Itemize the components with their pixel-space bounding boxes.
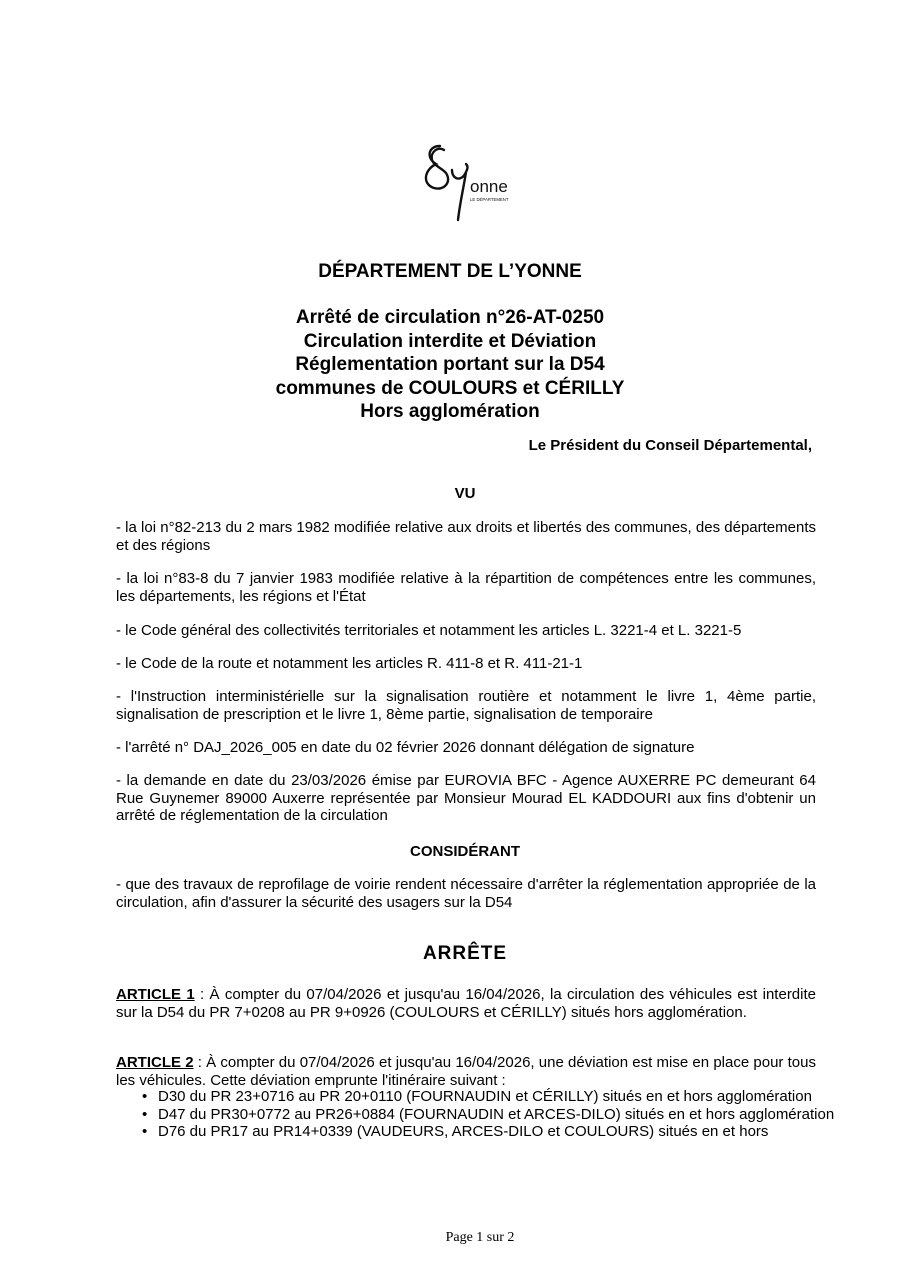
order-title-line: Réglementation portant sur la D54 — [295, 354, 605, 375]
logo-name: onne — [470, 177, 508, 196]
vu-item: - la loi n°83-8 du 7 janvier 1983 modifiée relative à la répartition de compétences entre les communes, les départements, les régions et l'État — [116, 570, 816, 605]
vu-item: - le Code de la route et notamment les articles R. 411-8 et R. 411-21-1 — [116, 655, 583, 672]
article-2 — [116, 1054, 816, 1089]
article-1-label: ARTICLE 1 — [116, 986, 195, 1003]
order-title-line: Circulation interdite et Déviation — [303, 330, 597, 352]
vu-item: - la loi n°82-213 du 2 mars 1982 modifiée relative aux droits et libertés des communes, des départements et des régions — [116, 519, 816, 554]
list-item: • D47 du PR30+0772 au PR26+0884 (FOURNAUDIN et ARCES-DILO) situés en et hors agglomération — [158, 1106, 858, 1124]
vu-item: - la demande en date du 23/03/2026 émise par EUROVIA BFC - Agence AUXERRE PC demeurant 64 Rue Guynemer 89000 Auxerre représentée par Monsieur Mourad EL KADDOURI aux fins d'obtenir un arrêté de réglementation de la circulation — [116, 772, 816, 824]
order-title-line: communes de COULOURS et CÉRILLY — [275, 377, 625, 399]
order-title-block — [0, 306, 900, 424]
vu-item: - l'arrêté n° DAJ_2026_005 en date du 02 février 2026 donnant délégation de signature — [116, 739, 695, 756]
yonne-logo — [418, 140, 528, 222]
vu-item: - l'Instruction interministérielle sur la signalisation routière et notamment le livre 1, 4ème partie, signalisation de prescription et le livre 1, 8ème partie, signalisation de temporaire — [116, 688, 816, 723]
article-2-label: ARTICLE 2 — [116, 1054, 194, 1071]
list-item: • D30 du PR 23+0716 au PR 20+0110 (FOURNAUDIN et CÉRILLY) situés en et hors agglomération — [158, 1088, 858, 1106]
department-title: DÉPARTEMENT DE L’YONNE — [318, 261, 582, 282]
order-title-line: Arrêté de circulation n°26-AT-0250 — [295, 307, 605, 328]
president-line: Le Président du Conseil Départemental, — [528, 437, 812, 454]
page-number: Page 1 sur 2 — [445, 1230, 515, 1245]
vu-item: - le Code général des collectivités territoriales et notamment les articles L. 3221-4 et L. 3221-5 — [116, 622, 742, 639]
detour-list — [116, 1088, 858, 1141]
article-2-text: : À compter du 07/04/2026 et jusqu'au 16/04/2026, une déviation est mise en place pour tous les véhicules. Cette déviation emprunte l'itinéraire suivant : — [116, 1054, 816, 1089]
yonne-logo-icon — [418, 140, 528, 222]
list-item: • D76 du PR17 au PR14+0339 (VAUDEURS, ARCES-DILO et COULOURS) situés en et hors — [158, 1123, 858, 1141]
arrete-heading: ARRÊTE — [422, 943, 508, 964]
logo-subtitle: LE DÉPARTEMENT — [470, 197, 509, 202]
article-1 — [116, 986, 816, 1021]
order-title-line: Hors agglomération — [360, 401, 540, 422]
vu-heading: VU — [454, 485, 476, 502]
article-1-text: : À compter du 07/04/2026 et jusqu'au 16/04/2026, la circulation des véhicules est interdite sur la D54 du PR 7+0208 au PR 9+0926 (COULOURS et CÉRILLY) situés hors agglomération. — [116, 986, 816, 1021]
considerant-text: - que des travaux de reprofilage de voirie rendent nécessaire d'arrêter la réglementation appropriée de la circulation, afin d'assurer la sécurité des usagers sur la D54 — [116, 876, 816, 911]
considerant-heading: CONSIDÉRANT — [409, 843, 520, 860]
